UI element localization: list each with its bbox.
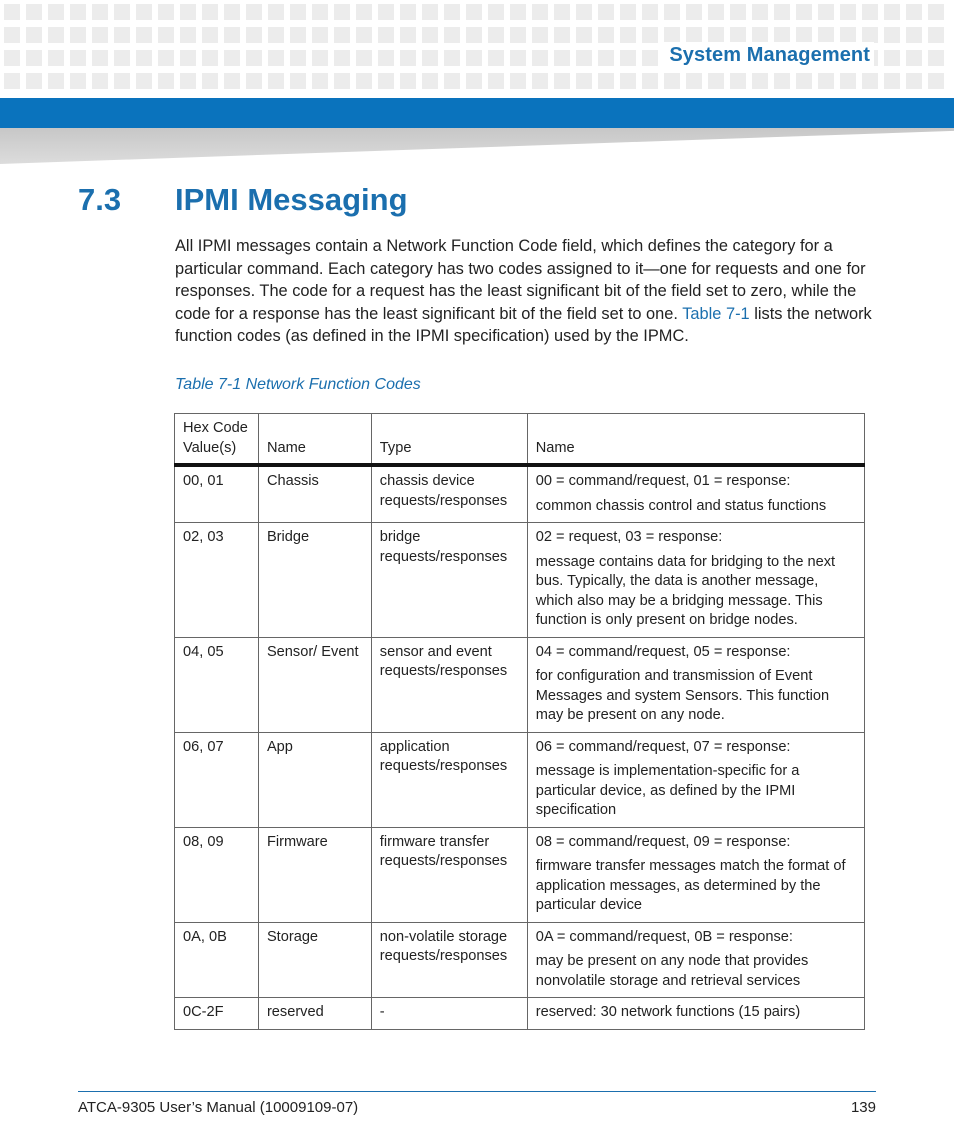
grid-square (26, 73, 42, 89)
grid-square (312, 50, 328, 66)
grid-square (664, 73, 680, 89)
grid-square (158, 50, 174, 66)
header-name: Name (258, 414, 371, 466)
grid-square (180, 73, 196, 89)
grid-square (642, 27, 658, 43)
grid-square (510, 50, 526, 66)
intro-text-before: All IPMI messages contain a Network Function Code field, which defines the category for a particular command. Each category has two codes assigned to it—one for requests and one for responses. The code for a request has the least significant bit of the field set to zero, while the code for a response has the least significant bit of the field set to one. (175, 237, 866, 323)
grid-square (26, 50, 42, 66)
grid-square (444, 27, 460, 43)
table-row (175, 637, 865, 732)
grid-square (664, 4, 680, 20)
grid-square (4, 50, 20, 66)
grid-square (290, 50, 306, 66)
cell-name: Storage (258, 922, 371, 998)
grid-square (554, 73, 570, 89)
grid-square (400, 27, 416, 43)
cell-type: chassis device requests/responses (371, 465, 527, 523)
grid-square (708, 27, 724, 43)
grid-square (356, 73, 372, 89)
grid-square (444, 50, 460, 66)
cell-name: Sensor/ Event (258, 637, 371, 732)
grid-square (334, 50, 350, 66)
grid-square (818, 4, 834, 20)
code-assignment: 04 = command/request, 05 = response: (535, 643, 791, 660)
grid-square (400, 73, 416, 89)
footer-manual-title: ATCA-9305 User’s Manual (10009109-07) (78, 1099, 359, 1116)
grid-square (906, 50, 922, 66)
grid-square (334, 27, 350, 43)
table-row (175, 998, 865, 1030)
grid-square (576, 73, 592, 89)
header-grey-wedge (0, 128, 954, 164)
cell-type: sensor and event requests/responses (371, 637, 527, 732)
grid-square (862, 73, 878, 89)
cell-name: App (258, 732, 371, 827)
grid-square (70, 50, 86, 66)
grid-square (730, 27, 746, 43)
grid-square (488, 27, 504, 43)
grid-square (488, 73, 504, 89)
grid-square (840, 4, 856, 20)
grid-square (26, 27, 42, 43)
grid-square (620, 73, 636, 89)
grid-square (422, 73, 438, 89)
table-row (175, 523, 865, 638)
grid-square (598, 27, 614, 43)
grid-square (136, 50, 152, 66)
grid-square (840, 27, 856, 43)
cell-hex: 06, 07 (175, 732, 259, 827)
grid-square (290, 4, 306, 20)
grid-square (70, 4, 86, 20)
grid-square (928, 4, 944, 20)
grid-square (620, 50, 636, 66)
grid-square (620, 27, 636, 43)
grid-square (752, 27, 768, 43)
grid-square (620, 4, 636, 20)
grid-square (554, 50, 570, 66)
grid-square (774, 73, 790, 89)
table-row (175, 922, 865, 998)
grid-square (26, 4, 42, 20)
grid-square (686, 73, 702, 89)
cell-name: Firmware (258, 827, 371, 922)
cell-description (527, 998, 864, 1030)
cell-hex: 0C-2F (175, 998, 259, 1030)
grid-square (708, 73, 724, 89)
code-assignment: 06 = command/request, 07 = response: (535, 738, 791, 755)
grid-square (928, 73, 944, 89)
intro-paragraph (175, 235, 875, 348)
cell-description (527, 732, 864, 827)
grid-square (158, 4, 174, 20)
intro-text-after: lists the network function codes (as defined in the IPMI specification) used by the IPMC. (175, 304, 872, 346)
grid-square (862, 4, 878, 20)
grid-square (48, 4, 64, 20)
cell-hex: 08, 09 (175, 827, 259, 922)
grid-square (136, 4, 152, 20)
table-row (175, 465, 865, 523)
grid-square (334, 4, 350, 20)
grid-square (70, 27, 86, 43)
code-assignment: 0A = command/request, 0B = response: (535, 928, 793, 945)
cell-hex: 0A, 0B (175, 922, 259, 998)
grid-square (686, 4, 702, 20)
grid-square (488, 4, 504, 20)
grid-square (378, 4, 394, 20)
grid-square (180, 27, 196, 43)
grid-square (598, 50, 614, 66)
grid-square (554, 27, 570, 43)
header-description: Name (527, 414, 864, 466)
table-header-row (175, 414, 865, 466)
grid-square (752, 73, 768, 89)
function-detail: may be present on any node that provides nonvolatile storage and retrieval services (535, 953, 809, 989)
table-row (175, 732, 865, 827)
grid-square (444, 73, 460, 89)
grid-square (378, 50, 394, 66)
grid-square (114, 27, 130, 43)
section-title: System Management (661, 42, 874, 69)
grid-square (862, 27, 878, 43)
grid-square (510, 4, 526, 20)
grid-square (510, 73, 526, 89)
grid-square (224, 27, 240, 43)
grid-square (290, 73, 306, 89)
grid-square (202, 73, 218, 89)
grid-square (906, 27, 922, 43)
grid-square (246, 50, 262, 66)
grid-square (532, 50, 548, 66)
grid-square (796, 27, 812, 43)
grid-square (356, 50, 372, 66)
grid-square (796, 73, 812, 89)
grid-square (312, 73, 328, 89)
grid-square (158, 27, 174, 43)
table-caption: Table 7-1 Network Function Codes (175, 376, 421, 393)
cell-type: application requests/responses (371, 732, 527, 827)
grid-square (576, 27, 592, 43)
grid-square (884, 73, 900, 89)
grid-square (532, 4, 548, 20)
grid-square (642, 50, 658, 66)
grid-square (70, 73, 86, 89)
grid-square (774, 4, 790, 20)
footer-rule (78, 1091, 876, 1092)
grid-square (884, 27, 900, 43)
cell-name: Bridge (258, 523, 371, 638)
grid-square (708, 4, 724, 20)
grid-square (928, 27, 944, 43)
cell-hex: 02, 03 (175, 523, 259, 638)
grid-square (796, 4, 812, 20)
grid-square (730, 4, 746, 20)
cell-name: Chassis (258, 465, 371, 523)
grid-square (466, 73, 482, 89)
grid-square (664, 27, 680, 43)
function-detail: firmware transfer messages match the format of application messages, as determined by the particular device (535, 858, 846, 913)
grid-square (642, 73, 658, 89)
cell-type: - (371, 998, 527, 1030)
table-row (175, 827, 865, 922)
grid-square (114, 4, 130, 20)
function-detail: for configuration and transmission of Event Messages and system Sensors. This function may be present on any node. (535, 668, 830, 723)
grid-square (224, 73, 240, 89)
grid-square (92, 50, 108, 66)
grid-square (4, 27, 20, 43)
cell-name: reserved (258, 998, 371, 1030)
grid-square (378, 73, 394, 89)
grid-square (246, 27, 262, 43)
grid-square (246, 73, 262, 89)
grid-square (752, 4, 768, 20)
function-detail: common chassis control and status functions (535, 497, 827, 514)
grid-square (202, 4, 218, 20)
cell-type: firmware transfer requests/responses (371, 827, 527, 922)
grid-square (598, 4, 614, 20)
code-assignment: 02 = request, 03 = response: (535, 529, 723, 545)
grid-square (92, 4, 108, 20)
header-blue-bar (0, 98, 954, 128)
grid-square (4, 4, 20, 20)
cell-description (527, 637, 864, 732)
function-detail: message is implementation-specific for a particular device, as defined by the IPMI specification (535, 763, 800, 818)
heading-title: IPMI Messaging (175, 182, 408, 217)
grid-square (466, 4, 482, 20)
grid-square (92, 73, 108, 89)
grid-square (114, 73, 130, 89)
grid-square (818, 27, 834, 43)
grid-square (202, 27, 218, 43)
cell-hex: 04, 05 (175, 637, 259, 732)
grid-square (642, 4, 658, 20)
grid-square (92, 27, 108, 43)
grid-square (268, 4, 284, 20)
grid-square (686, 27, 702, 43)
grid-square (400, 4, 416, 20)
grid-square (378, 27, 394, 43)
grid-square (158, 73, 174, 89)
grid-square (906, 73, 922, 89)
table-body (175, 465, 865, 1029)
grid-square (312, 27, 328, 43)
cell-type: non-volatile storage requests/responses (371, 922, 527, 998)
grid-square (224, 50, 240, 66)
cell-hex: 00, 01 (175, 465, 259, 523)
code-assignment: 00 = command/request, 01 = response: (535, 473, 791, 489)
grid-square (268, 27, 284, 43)
grid-square (224, 4, 240, 20)
grid-square (510, 27, 526, 43)
grid-square (884, 50, 900, 66)
grid-square (268, 50, 284, 66)
grid-square (840, 73, 856, 89)
cell-description (527, 523, 864, 638)
table-xref-link[interactable]: Table 7-1 (682, 304, 750, 323)
grid-square (180, 50, 196, 66)
grid-square (532, 73, 548, 89)
grid-square (312, 4, 328, 20)
grid-square (202, 50, 218, 66)
grid-square (422, 27, 438, 43)
grid-square (466, 50, 482, 66)
page-number: 139 (850, 1099, 876, 1116)
grid-square (598, 73, 614, 89)
grid-square (884, 4, 900, 20)
grid-square (466, 27, 482, 43)
grid-square (928, 50, 944, 66)
grid-square (48, 27, 64, 43)
grid-square (356, 27, 372, 43)
grid-square (488, 50, 504, 66)
grid-square (136, 73, 152, 89)
grid-square (906, 4, 922, 20)
code-assignment: 08 = command/request, 09 = response: (535, 833, 791, 850)
grid-square (422, 4, 438, 20)
grid-square (532, 27, 548, 43)
grid-square (730, 73, 746, 89)
grid-square (576, 50, 592, 66)
grid-square (576, 4, 592, 20)
grid-square (48, 73, 64, 89)
grid-square (290, 27, 306, 43)
network-function-table (174, 413, 865, 1030)
code-assignment: reserved: 30 network functions (15 pairs) (535, 1004, 801, 1020)
grid-square (4, 73, 20, 89)
cell-description (527, 922, 864, 998)
grid-square (422, 50, 438, 66)
function-detail: message contains data for bridging to the next bus. Typically, the data is another message, which also may be a bridging message. This function is only present on bridge nodes. (535, 553, 836, 628)
cell-type: bridge requests/responses (371, 523, 527, 638)
header-hex: Hex Code Value(s) (175, 414, 259, 466)
header-type: Type (371, 414, 527, 466)
grid-square (400, 50, 416, 66)
grid-square (246, 4, 262, 20)
grid-square (48, 50, 64, 66)
cell-description (527, 465, 864, 523)
grid-square (334, 73, 350, 89)
grid-square (268, 73, 284, 89)
grid-square (114, 50, 130, 66)
grid-square (180, 4, 196, 20)
grid-square (554, 4, 570, 20)
heading-number: 7.3 (78, 182, 122, 217)
grid-square (136, 27, 152, 43)
grid-square (818, 73, 834, 89)
grid-square (356, 4, 372, 20)
grid-square (774, 27, 790, 43)
cell-description (527, 827, 864, 922)
grid-square (444, 4, 460, 20)
